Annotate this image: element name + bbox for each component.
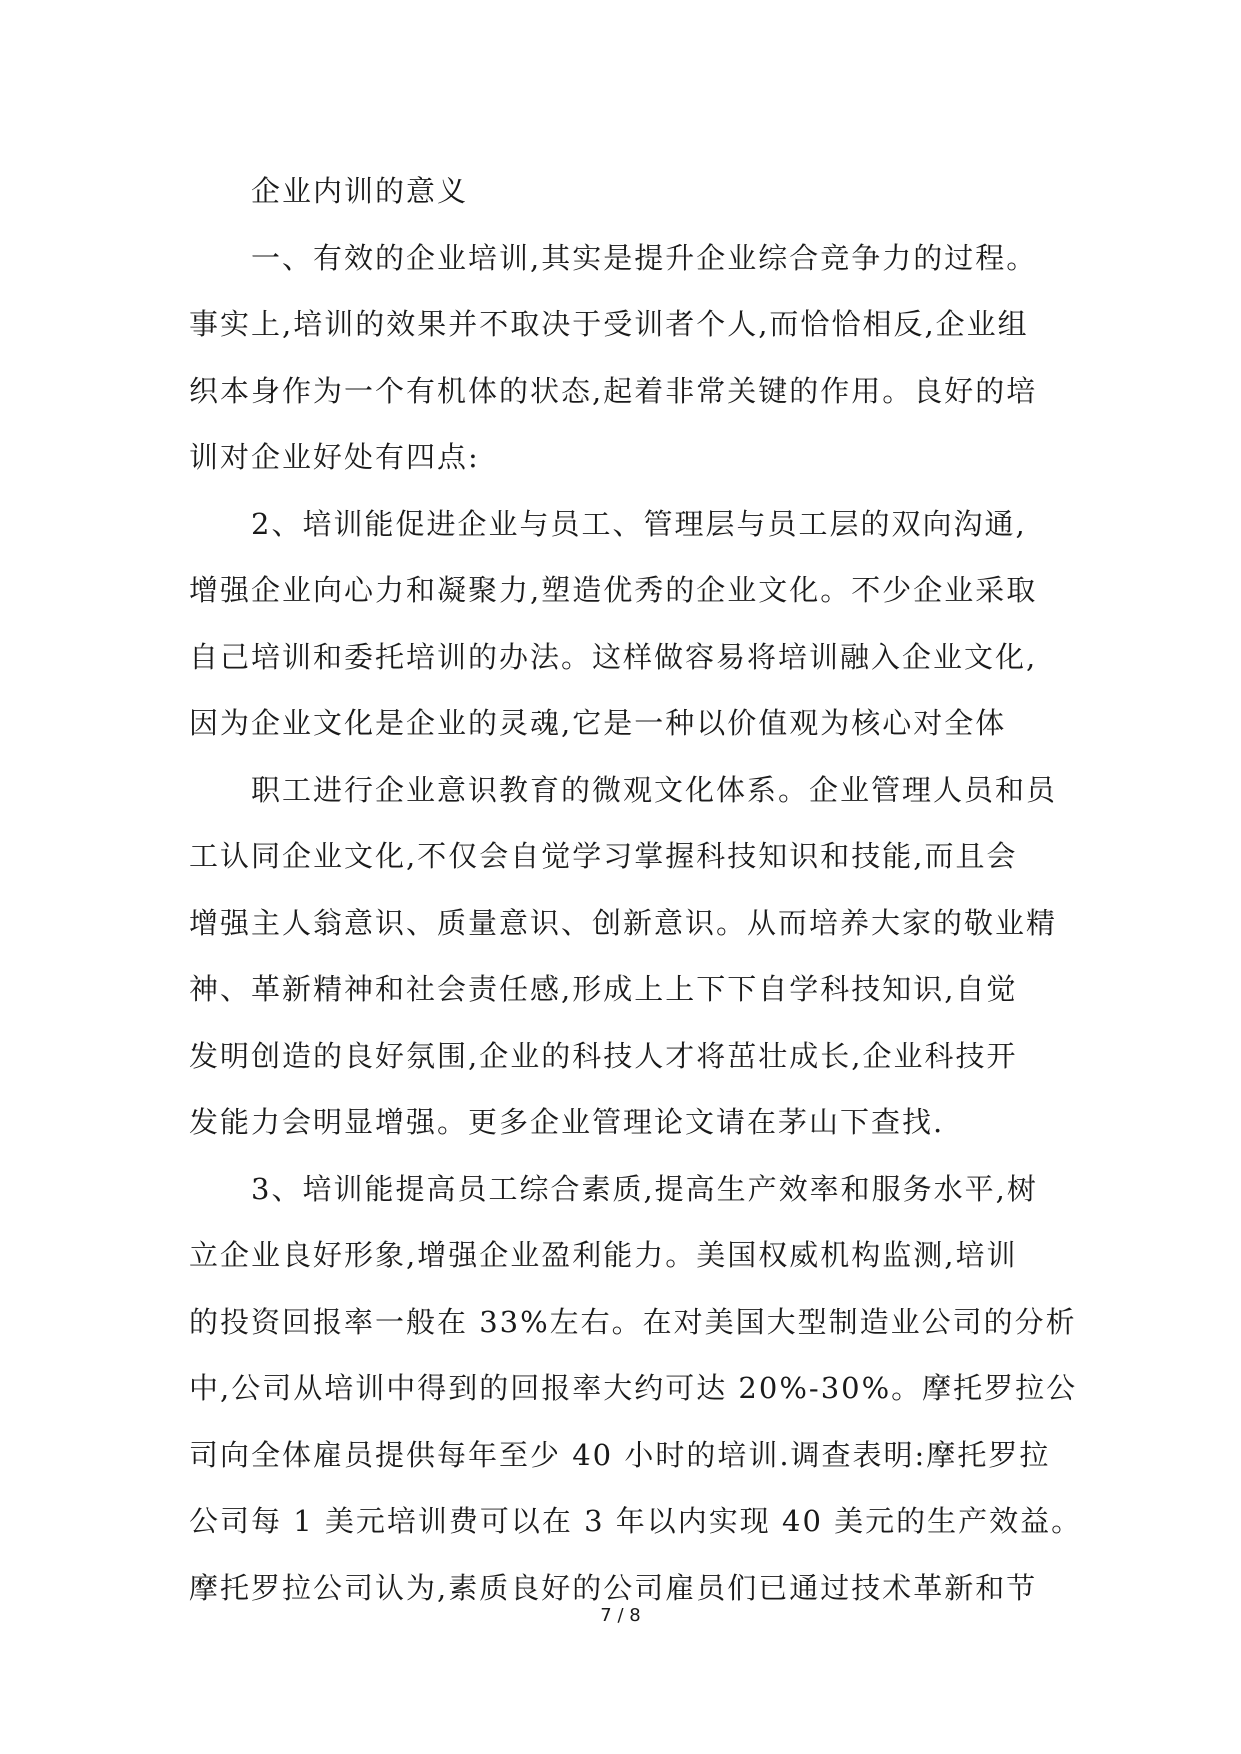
paragraph-line: 工认同企业文化,不仅会自觉学习掌握科技知识和技能,而且会: [189, 839, 1018, 873]
paragraph-line: 立企业良好形象,增强企业盈利能力。美国权威机构监测,培训: [189, 1238, 1018, 1272]
paragraph-line: 增强企业向心力和凝聚力,塑造优秀的企业文化。不少企业采取: [189, 573, 1038, 607]
paragraph-line: 2、培训能促进企业与员工、管理层与员工层的双向沟通,: [251, 506, 1027, 541]
paragraph-line: 的投资回报率一般在 33%左右。在对美国大型制造业公司的分析: [189, 1304, 1077, 1339]
page-number: 7 / 8: [600, 1605, 641, 1626]
paragraph-line: 因为企业文化是企业的灵魂,它是一种以价值观为核心对全体: [189, 706, 1007, 740]
paragraph-line: 3、培训能提高员工综合素质,提高生产效率和服务水平,树: [251, 1171, 1038, 1206]
paragraph-line: 公司每 1 美元培训费可以在 3 年以内实现 40 美元的生产效益。: [189, 1504, 1083, 1538]
paragraph-line: 发明创造的良好氛围,企业的科技人才将茁壮成长,企业科技开: [189, 1038, 1018, 1073]
paragraph-line: 事实上,培训的效果并不取决于受训者个人,而恰恰相反,企业组: [189, 307, 1029, 341]
section-title: 企业内训的意义: [251, 174, 469, 208]
paragraph-line: 一、有效的企业培训,其实是提升企业综合竞争力的过程。: [251, 240, 1038, 275]
paragraph-line: 训对企业好处有四点:: [189, 440, 480, 474]
paragraph-line: 自己培训和委托培训的办法。这样做容易将培训融入企业文化,: [189, 639, 1038, 674]
paragraph-line: 司向全体雇员提供每年至少 40 小时的培训.调查表明:摩托罗拉: [189, 1437, 1051, 1472]
paragraph-line: 发能力会明显增强。更多企业管理论文请在茅山下查找.: [189, 1105, 945, 1139]
paragraph-line: 织本身作为一个有机体的状态,起着非常关键的作用。良好的培: [189, 373, 1038, 408]
paragraph-line: 神、革新精神和社会责任感,形成上上下下自学科技知识,自觉: [189, 972, 1018, 1006]
paragraph-line: 中,公司从培训中得到的回报率大约可达 20%-30%。摩托罗拉公: [189, 1371, 1078, 1405]
paragraph-line: 摩托罗拉公司认为,素质良好的公司雇员们已通过技术革新和节: [189, 1570, 1038, 1605]
paragraph-line: 职工进行企业意识教育的微观文化体系。企业管理人员和员: [251, 772, 1058, 807]
body-text: [189, 158, 1083, 1621]
paragraph-line: 增强主人翁意识、质量意识、创新意识。从而培养大家的敬业精: [189, 905, 1058, 940]
